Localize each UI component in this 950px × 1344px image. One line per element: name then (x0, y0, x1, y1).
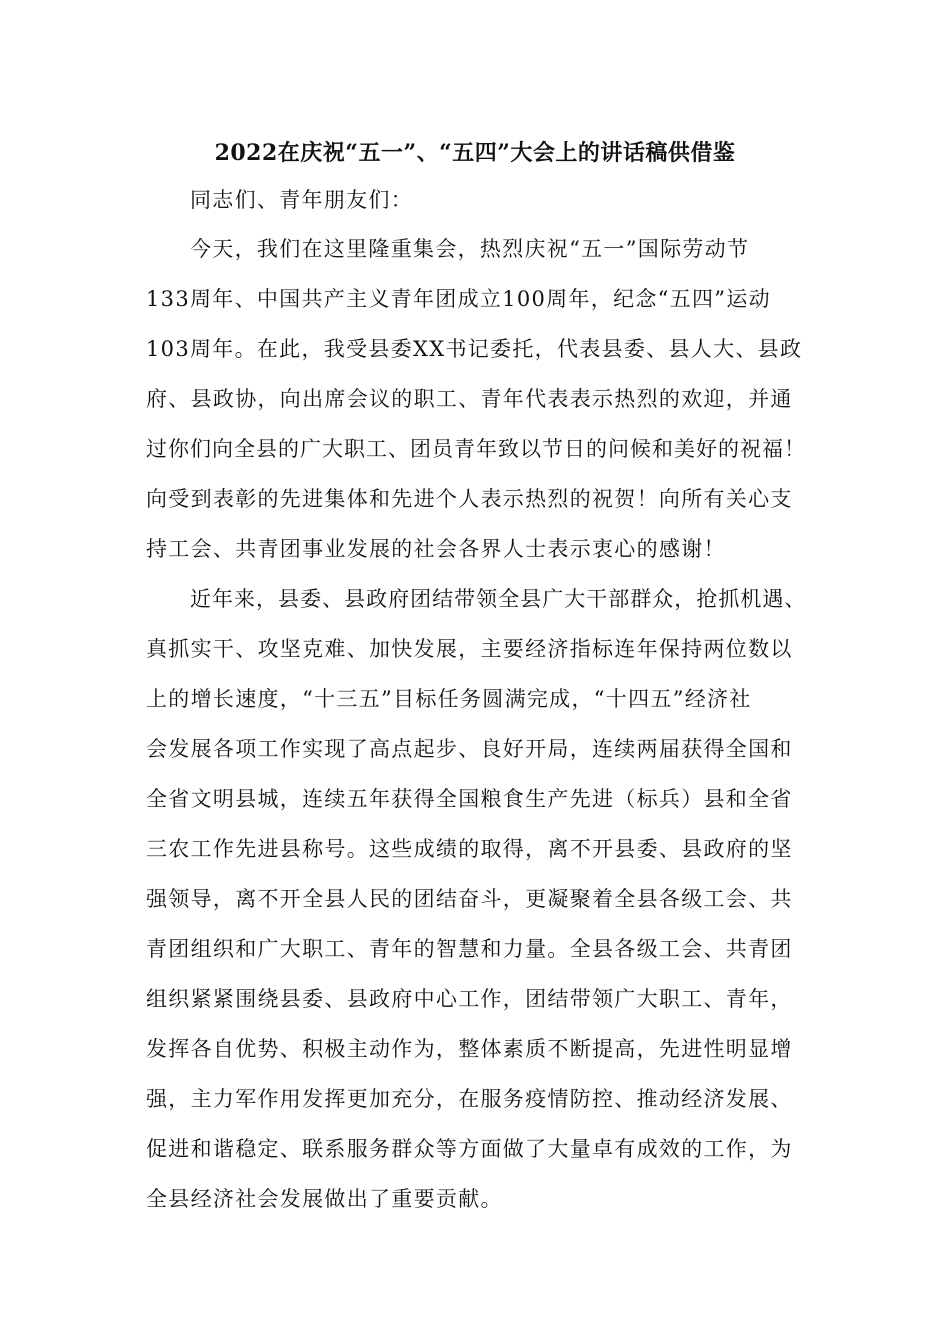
paragraph-line: 强领导，离不开全县人民的团结奋斗，更凝聚着全县各级工会、共 (146, 887, 793, 911)
paragraph-line: 发挥各自优势、积极主动作为，整体素质不断提高，先进性明显增 (146, 1037, 793, 1061)
paragraph-line: 促进和谐稳定、联系服务群众等方面做了大量卓有成效的工作，为 (146, 1137, 793, 1161)
paragraph-line: 全县经济社会发展做出了重要贡献。 (146, 1187, 503, 1211)
paragraph-line: 府、县政协，向出席会议的职工、青年代表表示热烈的欢迎，并通 (146, 387, 793, 411)
paragraph-line: 103周年。在此，我受县委XX书记委托，代表县委、县人大、县政 (146, 337, 803, 361)
paragraph-line: 组织紧紧围绕县委、县政府中心工作，团结带领广大职工、青年， (146, 987, 793, 1011)
paragraph-line: 今天，我们在这里隆重集会，热烈庆祝“五一”国际劳动节 (190, 237, 750, 261)
paragraph-line: 向受到表彰的先进集体和先进个人表示热烈的祝贺！向所有关心支 (146, 487, 793, 511)
paragraph-line: 过你们向全县的广大职工、团员青年致以节日的问候和美好的祝福！ (146, 437, 806, 461)
paragraph-line: 三农工作先进县称号。这些成绩的取得，离不开县委、县政府的坚 (146, 837, 793, 861)
salutation: 同志们、青年朋友们： (190, 188, 413, 212)
paragraph-line: 133周年、中国共产主义青年团成立100周年，纪念“五四”运动 (146, 287, 771, 311)
paragraph-line: 上的增长速度，“十三五”目标任务圆满完成，“十四五”经济社 (146, 687, 752, 711)
paragraph-line: 真抓实干、攻坚克难、加快发展，主要经济指标连年保持两位数以 (146, 637, 793, 661)
paragraph-line: 持工会、共青团事业发展的社会各界人士表示衷心的感谢！ (146, 537, 726, 561)
document-title: 2022在庆祝“五一”、“五四”大会上的讲话稿供借鉴 (214, 140, 736, 166)
paragraph-line: 近年来，县委、县政府团结带领全县广大干部群众，抢抓机遇、 (190, 587, 807, 611)
paragraph-line: 会发展各项工作实现了高点起步、良好开局，连续两届获得全国和 (146, 737, 793, 761)
paragraph-line: 强，主力军作用发挥更加充分，在服务疫情防控、推动经济发展、 (146, 1087, 793, 1111)
paragraph-line: 青团组织和广大职工、青年的智慧和力量。全县各级工会、共青团 (146, 937, 793, 961)
paragraph-line: 全省文明县城，连续五年获得全国粮食生产先进（标兵）县和全省 (146, 787, 793, 811)
